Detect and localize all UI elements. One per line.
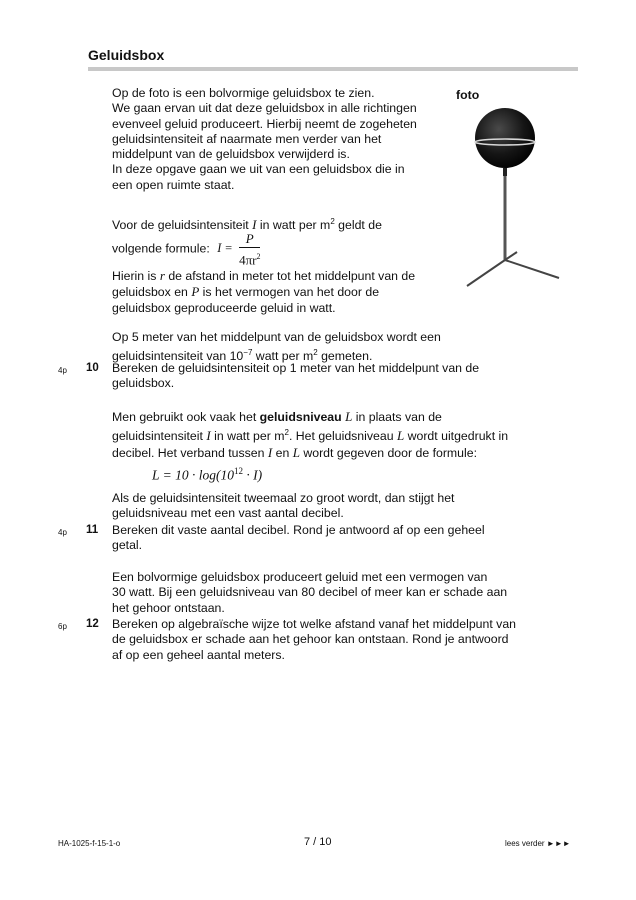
power-paragraph: Een bolvormige geluidsbox produceert geluid met een vermogen van 30 watt. Bij een geluidsniveau van 80 decibel of meer kan er schade aan het gehoor ontstaan. xyxy=(112,570,508,615)
q10-text: Bereken de geluidsintensiteit op 1 meter van het middelpunt van de geluidsbox. xyxy=(112,361,480,391)
photo-label: foto xyxy=(456,88,480,102)
speaker-photo xyxy=(455,100,565,296)
hierin-paragraph: Hierin is r de afstand in meter tot het middelpunt van de geluidsbox en P is het vermogen van het door de geluidsbox geproduceerde geluid in watt. xyxy=(112,268,416,315)
speaker-leg-left xyxy=(467,260,505,286)
speaker-sphere xyxy=(475,108,535,168)
q12-text: Bereken op algebraïsche wijze tot welke afstand vanaf het middelpunt van de geluidsbox er schade aan het gehoor kan ontstaan. Rond je antwoord af op een geheel aantal meters. xyxy=(112,617,516,662)
footer-next-link: lees verder ►►► xyxy=(505,839,571,848)
level-paragraph: Men gebruikt ook vaak het geluidsniveau L in plaats van de geluidsintensiteit I in watt per $m^2$. Het geluidsniveau L wordt uitgedrukt in decibel. Het verband tussen I en L wordt gegeven door de formule: xyxy=(112,409,509,460)
footer-code: HA-1025-f-15-1-o xyxy=(58,839,121,848)
q11-text: Bereken dit vaste aantal decibel. Rond je antwoord af op een geheel getal. xyxy=(112,523,485,553)
header-rule xyxy=(88,67,578,71)
twice-paragraph: Als de geluidsintensiteit tweemaal zo groot wordt, dan stijgt het geluidsniveau met een vast aantal decibel. xyxy=(112,491,455,521)
page-title: Geluidsbox xyxy=(88,47,165,63)
q10-number: 10 xyxy=(86,362,99,374)
q12-number: 12 xyxy=(86,618,99,630)
intro-paragraph: Op de foto is een bolvormige geluidsbox te zien. We gaan ervan uit dat deze geluidsbox in alle richtingen evenveel geluid produceert. Hierbij neemt de zogeheten geluidsintensiteit af naarmate men verder van het middelpunt van de geluidsbox verwijderd is. In deze opgave gaan we uit van een geluidsbox die in een open ruimte staat. xyxy=(112,86,417,192)
q11-points: 4p xyxy=(58,528,67,537)
speaker-leg-right xyxy=(505,260,559,278)
formula-1-fraction: $\frac{P}{4\pi r^2}$ xyxy=(239,231,261,268)
speaker-leg-back xyxy=(505,252,517,260)
q10-points: 4p xyxy=(58,366,67,375)
footer-page-number: 7 / 10 xyxy=(304,836,332,848)
formula-intro-line: Voor de geluidsintensiteit I in watt per $m^2$ geldt de xyxy=(112,217,382,233)
measure-paragraph: Op 5 meter van het middelpunt van de geluidsbox wordt een geluidsintensiteit van $10^{-7}$ watt per $m^2$ gemeten. xyxy=(112,330,441,364)
q12-points: 6p xyxy=(58,622,67,631)
formula-2: $L = 10 \cdot \log(10^{12} \cdot I)$ xyxy=(152,466,263,483)
speaker-neck xyxy=(503,168,507,176)
q11-number: 11 xyxy=(86,524,99,536)
formula-1: volgende formule: I = $\frac{P}{4\pi r^2}$ xyxy=(112,231,261,268)
